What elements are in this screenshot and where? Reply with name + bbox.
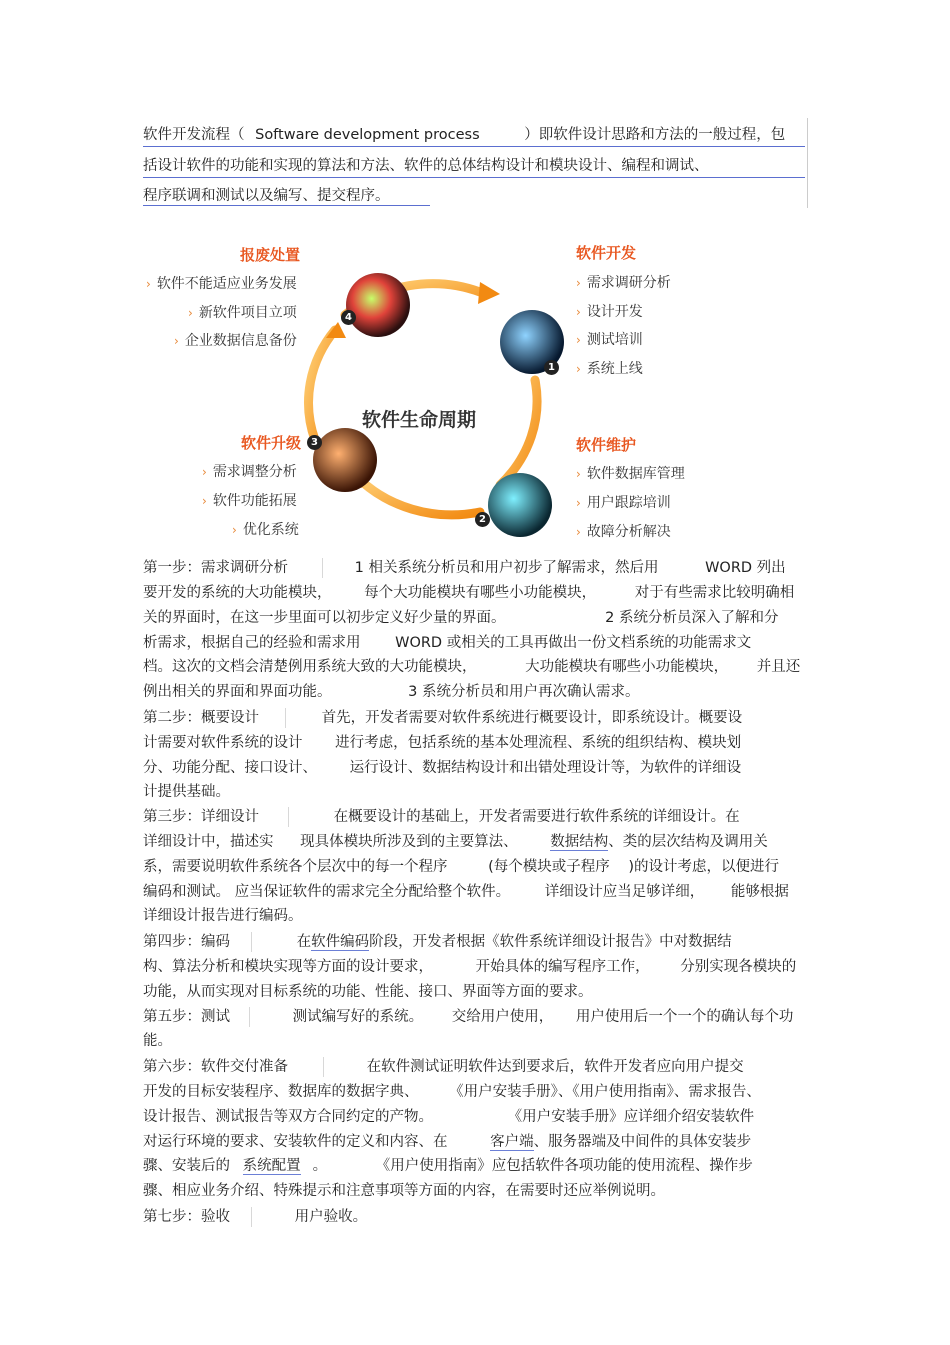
group-item-label: 故障分析解决 [586, 524, 671, 540]
intro-text: ）即软件设计思路和方法的一般过程，包 [524, 127, 786, 143]
divider [251, 1207, 252, 1227]
chevron-right-icon: › [576, 525, 581, 539]
step-text: 详细设计应当足够详细， [544, 884, 705, 900]
step-text: 每个大功能模块有哪些小功能模块， [364, 585, 597, 601]
step-text: 。 [312, 1158, 328, 1174]
step7-line-1 [143, 1208, 367, 1226]
step-text: 《用户安装手册》应详细介绍安装软件 [507, 1109, 755, 1125]
diagram-center-title: 软件生命周期 [362, 409, 477, 431]
step-label: 第二步：概要设计 [143, 710, 259, 726]
step3-line-1 [143, 808, 740, 826]
divider [323, 1057, 324, 1077]
group-item-label: 企业数据信息备份 [184, 333, 297, 349]
step-text: 现具体模块所涉及到的主要算法、 [300, 834, 518, 850]
step-text: 进行考虑，包括系统的基本处理流程、系统的组织结构、模块划 [335, 735, 742, 751]
group-item-label: 用户跟踪培训 [586, 495, 671, 511]
group-item-label: 新软件项目立项 [198, 305, 297, 321]
group-item [576, 301, 643, 321]
step1-line-5 [143, 658, 800, 676]
intro-line-2: 括设计软件的功能和实现的算法和方法、软件的总体结构设计和模块设计、编程和调试、 [143, 158, 709, 174]
step-label: 第七步：验收 [143, 1209, 230, 1225]
group-title-maintain: 软件维护 [576, 436, 637, 454]
intro-text: 软件开发流程（ [143, 127, 245, 143]
step4-line-1 [143, 933, 732, 951]
step-text: 测试编写好的系统。 [292, 1009, 424, 1025]
group-item-label: 系统上线 [586, 361, 643, 377]
step3-line-3 [143, 858, 779, 876]
step6-line-3 [143, 1108, 754, 1126]
step-number-3: 3 [307, 435, 322, 450]
group-item [202, 461, 297, 481]
step-text: 在概要设计的基础上，开发者需要进行软件系统的详细设计。在 [333, 809, 740, 825]
step4-line-3: 功能，从而实现对目标系统的功能、性能、接口、界面等方面的要求。 [143, 984, 593, 1000]
step-text: 对运行环境的要求、安装软件的定义和内容、在 [143, 1134, 448, 1150]
step-text: 、服务器端及中间件的具体安装步 [533, 1134, 752, 1150]
step-text: 首先，开发者需要对软件系统进行概要设计，即系统设计。概要设 [321, 710, 743, 726]
step-text: 对于有些需求比较明确相 [634, 585, 795, 601]
chevron-right-icon: › [202, 494, 207, 508]
group-item-label: 软件功能拓展 [212, 493, 297, 509]
step-text: 开发的目标安装程序、数据库的数据字典、 [143, 1084, 419, 1100]
chevron-right-icon: › [576, 362, 581, 376]
chevron-right-icon: › [576, 467, 581, 481]
step1-line-1 [143, 559, 786, 577]
group-item [232, 519, 299, 539]
step5-line-2: 能。 [143, 1033, 172, 1049]
step3-line-2 [143, 833, 768, 851]
chevron-right-icon: › [576, 305, 581, 319]
step-text: 《用户使用指南》应包括软件各项功能的使用流程、操作步 [375, 1158, 753, 1174]
step-label: 第六步：软件交付准备 [143, 1059, 288, 1075]
chevron-right-icon: › [202, 465, 207, 479]
chevron-right-icon: › [146, 277, 151, 291]
divider [285, 708, 286, 728]
group-item-label: 设计开发 [586, 304, 643, 320]
step-number-1: 1 [544, 360, 559, 375]
step-label: 第一步：需求调研分析 [143, 560, 288, 576]
divider [249, 1007, 250, 1027]
intro-line-3: 程序联调和测试以及编写、提交程序。 [143, 188, 390, 204]
link-system-config[interactable]: 系统配置 [242, 1158, 301, 1174]
step-text: 系，需要说明软件系统各个层次中的每一个程序 [143, 859, 448, 875]
group-item-label: 测试培训 [586, 332, 643, 348]
underline [143, 205, 430, 206]
group-item [202, 490, 297, 510]
step2-line-1 [143, 709, 742, 727]
group-item-label: 软件数据库管理 [586, 466, 685, 482]
chevron-right-icon: › [188, 306, 193, 320]
step-number-2: 2 [475, 512, 490, 527]
step-text: 开始具体的编写程序工作， [475, 959, 650, 975]
step-text: 设计报告、测试报告等双方合同约定的产物。 [143, 1109, 433, 1125]
link-data-structure[interactable]: 数据结构 [550, 834, 609, 850]
group-item [576, 272, 671, 292]
group-item-label: 优化系统 [242, 522, 299, 538]
step-text: 大功能模块有哪些小功能模块， [525, 659, 729, 675]
step2-line-4: 计提供基础。 [143, 784, 230, 800]
step1-line-3 [143, 609, 778, 627]
group-item [188, 302, 297, 322]
link-client[interactable]: 客户端 [490, 1134, 534, 1150]
step-text: 骤、安装后的 [143, 1158, 230, 1174]
group-item [576, 463, 685, 483]
chevron-right-icon: › [232, 523, 237, 537]
group-title-scrap: 报废处置 [240, 246, 301, 264]
step6-line-2 [143, 1083, 761, 1101]
group-title-dev: 软件开发 [576, 244, 637, 262]
step-text: 1 相关系统分析员和用户初步了解需求，然后用 [354, 560, 659, 576]
group-item [576, 358, 643, 378]
step-text: (每个模块或子程序 [488, 859, 610, 875]
group-title-upgrade: 软件升级 [241, 434, 302, 452]
step6-line-1 [143, 1058, 744, 1076]
step-text: 在软件测试证明软件达到要求后，软件开发者应向用户提交 [366, 1059, 744, 1075]
step-text: 交给用户使用， [451, 1009, 554, 1025]
chevron-right-icon: › [576, 333, 581, 347]
step-text: 分、功能分配、接口设计、 [143, 760, 317, 776]
step-text: 详细设计中，描述实 [143, 834, 274, 850]
group-item-label: 需求调整分析 [212, 464, 297, 480]
step-text: 计需要对软件系统的设计 [143, 735, 303, 751]
step6-line-4 [143, 1133, 751, 1151]
step-text: WORD 列出 [705, 560, 786, 576]
step-text: 并且还 [756, 659, 801, 675]
step3-line-4 [143, 883, 789, 901]
group-item [576, 492, 671, 512]
step-text: 3 系统分析员和用户再次确认需求。 [408, 684, 640, 700]
step-text: 、类的层次结构及调用关 [608, 834, 768, 850]
step6-line-6: 骤、相应业务介绍、特殊提示和注意事项等方面的内容，在需要时还应举例说明。 [143, 1183, 665, 1199]
step-text: 构、算法分析和模块实现等方面的设计要求， [143, 959, 433, 975]
step-label: 第四步：编码 [143, 934, 230, 950]
chevron-right-icon: › [576, 496, 581, 510]
step2-line-3 [143, 759, 741, 777]
step-text: 在 [296, 934, 312, 950]
step-text: 编码和测试。 应当保证软件的需求完全分配给整个软件。 [143, 884, 511, 900]
step-text: 2 系统分析员深入了解和分 [605, 610, 779, 626]
group-item [174, 330, 297, 350]
step-text: 用户使用后一个一个的确认每个功 [575, 1009, 794, 1025]
step-text: WORD 或相关的工具再做出一份文档系统的功能需求文 [395, 635, 752, 651]
step-text: 能够根据 [730, 884, 789, 900]
step1-line-6 [143, 683, 639, 701]
lifecycle-diagram [140, 230, 700, 550]
group-item [576, 521, 671, 541]
step-text: 阶段，开发者根据《软件系统详细设计报告》中对数据结 [369, 934, 732, 950]
step-text: 分别实现各模块的 [680, 959, 797, 975]
divider [322, 558, 323, 578]
chevron-right-icon: › [174, 334, 179, 348]
step-text: )的设计考虑，以便进行 [628, 859, 780, 875]
chevron-right-icon: › [576, 276, 581, 290]
step-text: 例出相关的界面和界面功能。 [143, 684, 332, 700]
step-text: 档。这次的文档会清楚例用系统大致的大功能模块， [143, 659, 477, 675]
intro-line-1 [143, 126, 785, 144]
underline [143, 146, 805, 147]
step-label: 第三步：详细设计 [143, 809, 259, 825]
step-text: 运行设计、数据结构设计和出错处理设计等，为软件的详细设 [349, 760, 742, 776]
step1-line-2 [143, 584, 794, 602]
step-label: 第五步：测试 [143, 1009, 230, 1025]
step-text: 析需求，根据自己的经验和需求用 [143, 635, 361, 651]
step-text: 《用户安装手册》、《用户使用指南》、需求报告、 [449, 1084, 761, 1100]
group-item [576, 329, 643, 349]
divider [288, 807, 289, 827]
link-software-coding[interactable]: 软件编码 [311, 934, 370, 950]
step6-line-5 [143, 1157, 753, 1175]
step5-line-1 [143, 1008, 793, 1026]
step2-line-2 [143, 734, 741, 752]
divider [251, 932, 252, 952]
intro-english-term: Software development process [255, 127, 480, 143]
step-text: 用户验收。 [294, 1209, 368, 1225]
group-item-label: 软件不能适应业务发展 [156, 276, 297, 292]
step4-line-2 [143, 958, 796, 976]
underline [143, 177, 805, 178]
step-text: 关的界面时，在这一步里面可以初步定义好少量的界面。 [143, 610, 506, 626]
step1-line-4 [143, 634, 751, 652]
group-item-label: 需求调研分析 [586, 275, 671, 291]
group-item [146, 273, 297, 293]
step-text: 要开发的系统的大功能模块， [143, 585, 332, 601]
step-number-4: 4 [341, 310, 356, 325]
step3-line-5: 详细设计报告进行编码。 [143, 908, 303, 924]
